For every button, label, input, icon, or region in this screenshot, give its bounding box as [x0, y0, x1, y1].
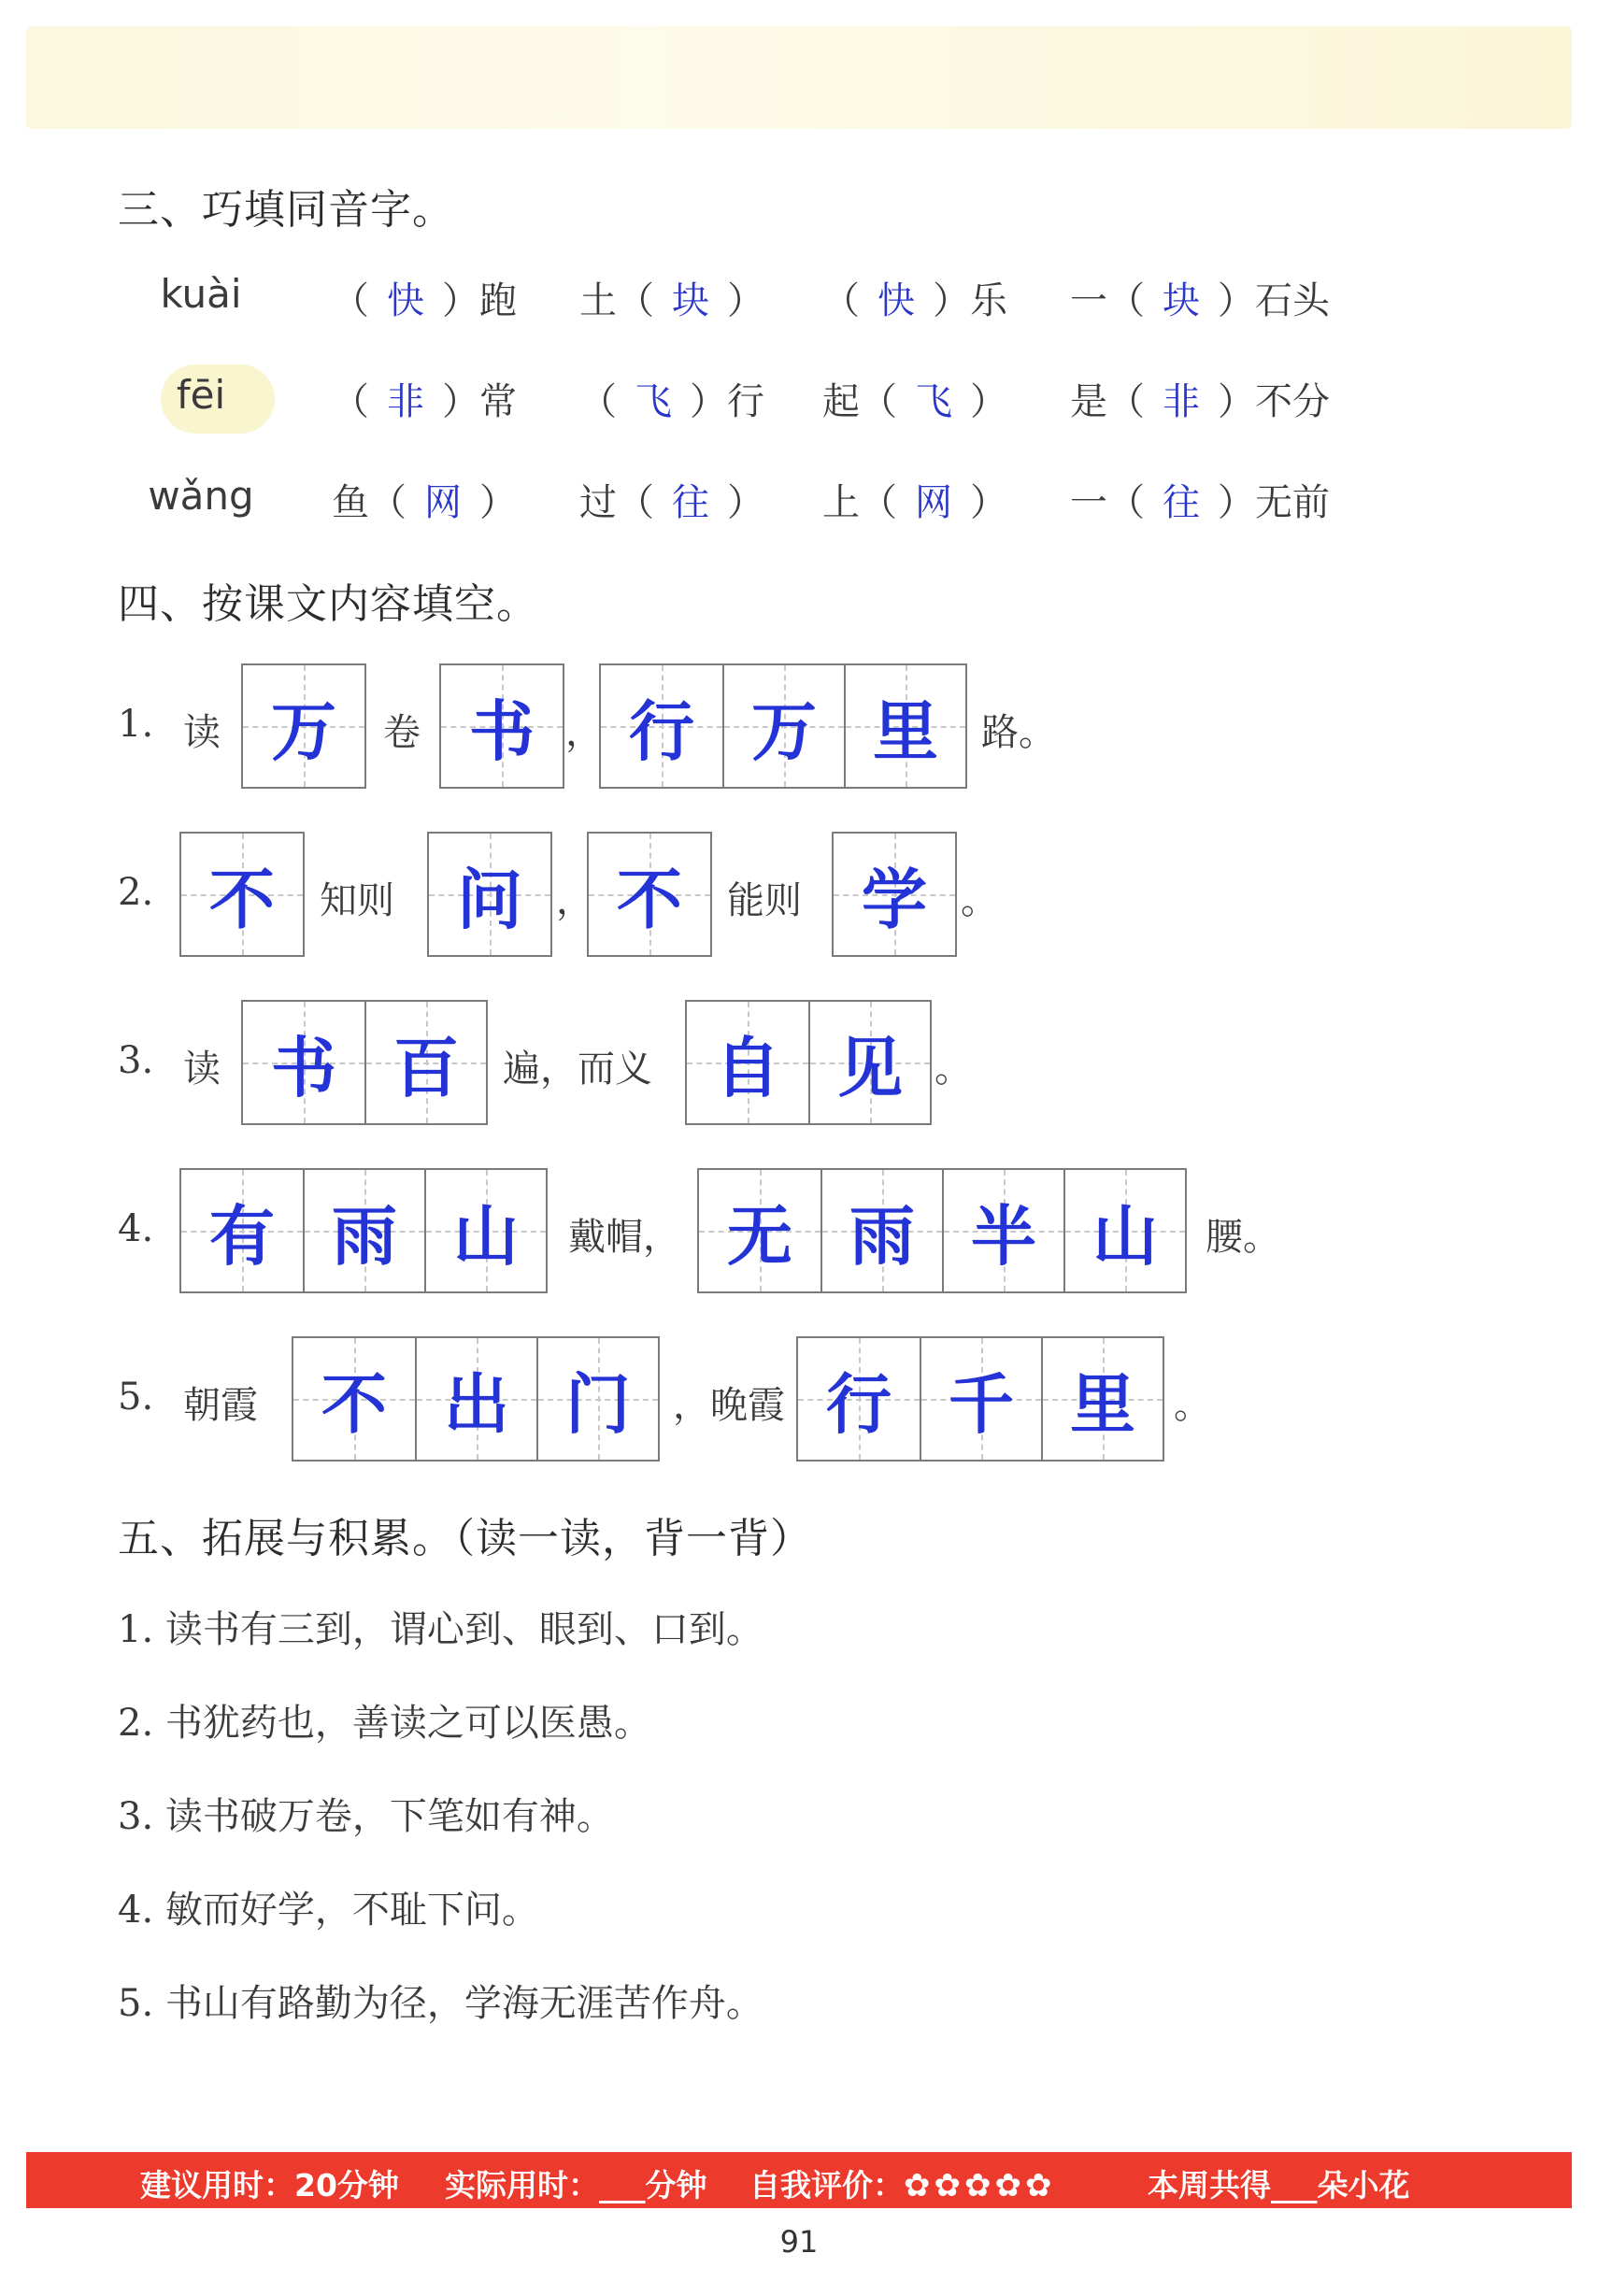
grid-cell: 里 — [1041, 1338, 1163, 1460]
fill-item: 起（ 飞 ） — [822, 372, 1007, 425]
grid-cell: 山 — [1063, 1170, 1185, 1291]
quote-line: 1. 读书有三到，谓心到、眼到、口到。 — [118, 1608, 763, 1651]
grid-cell: 自 — [687, 1002, 808, 1123]
line-text: 路。 — [981, 711, 1056, 754]
grid-cell: 不 — [293, 1338, 415, 1460]
flower-icon: ✿ — [1025, 2167, 1052, 2204]
grid-cell: 不 — [181, 834, 303, 955]
grid-cell: 雨 — [820, 1170, 942, 1291]
line-text: 腰。 — [1206, 1216, 1280, 1259]
grid-cell: 百 — [364, 1002, 486, 1123]
homophone-row-fei — [140, 372, 1402, 428]
answer: 网 — [915, 481, 952, 524]
char-grid — [599, 663, 967, 789]
footer-bar — [26, 2152, 1572, 2208]
homophone-row-wang — [140, 473, 1402, 529]
star-rating — [904, 2167, 1056, 2203]
self-evaluation — [749, 2161, 1056, 2205]
line-text: 。 — [935, 1048, 972, 1091]
line-text: 读 — [183, 711, 221, 754]
fill-item: （ 飞 ）行 — [579, 372, 764, 425]
grid-cell: 行 — [798, 1338, 920, 1460]
grid-cell: 无 — [699, 1170, 820, 1291]
fill-item: 鱼（ 网 ） — [332, 473, 517, 526]
answer: 块 — [1163, 279, 1200, 322]
grid-cell: 学 — [834, 834, 955, 955]
answer: 往 — [672, 481, 709, 524]
line-text: 能则 — [727, 879, 802, 922]
line-text: 朝霞 — [183, 1384, 258, 1427]
char-grid — [241, 663, 366, 789]
fill-item: （ 非 ）常 — [332, 372, 517, 425]
char-grid — [292, 1336, 660, 1462]
flower-icon: ✿ — [994, 2167, 1021, 2204]
answer: 飞 — [635, 380, 672, 423]
answer: 块 — [672, 279, 709, 322]
weekly-flowers: 本周共得___朵小花 — [1148, 2167, 1410, 2203]
fill-item: 土（ 块 ） — [579, 271, 764, 324]
char-grid — [179, 832, 305, 957]
line-number: 3. — [118, 1039, 154, 1082]
grid-cell: 有 — [181, 1170, 303, 1291]
answer: 非 — [1163, 380, 1200, 423]
char-grid — [439, 663, 564, 789]
line-number: 4. — [118, 1207, 154, 1250]
section5-title: 五、拓展与积累。（读一读，背一背） — [118, 1515, 812, 1562]
answer: 飞 — [915, 380, 952, 423]
char-grid — [427, 832, 552, 957]
grid-cell: 问 — [429, 834, 550, 955]
fill-item: 过（ 往 ） — [579, 473, 764, 526]
grid-cell: 山 — [424, 1170, 546, 1291]
line-text: 读 — [183, 1048, 221, 1091]
grid-cell: 里 — [844, 665, 965, 787]
grid-cell: 万 — [722, 665, 844, 787]
line-text: ， — [565, 711, 603, 754]
suggested-time: 建议用时：20分钟 — [140, 2167, 399, 2203]
grid-cell: 雨 — [303, 1170, 424, 1291]
fill-item: （ 快 ）跑 — [332, 271, 517, 324]
self-eval-label: 自我评价： — [749, 2167, 904, 2203]
answer: 往 — [1163, 481, 1200, 524]
line-number: 5. — [118, 1376, 154, 1419]
answer: 网 — [424, 481, 462, 524]
flower-icon: ✿ — [964, 2167, 992, 2204]
line-text: ，晚霞 — [673, 1384, 785, 1427]
grid-cell: 门 — [536, 1338, 658, 1460]
pinyin-label: fēi — [176, 372, 226, 418]
fill-item: 是（ 非 ）不分 — [1070, 372, 1330, 425]
top-banner — [26, 26, 1572, 129]
page-number: 91 — [779, 2224, 819, 2260]
quote-line: 3. 读书破万卷，下笔如有神。 — [118, 1795, 614, 1838]
line-text: 卷 — [383, 711, 421, 754]
actual-time: 实际用时：___分钟 — [445, 2167, 707, 2203]
fill-item: 一（ 块 ）石头 — [1070, 271, 1330, 324]
line-text: 知则 — [320, 879, 394, 922]
grid-cell: 出 — [415, 1338, 536, 1460]
line-text: 戴帽， — [568, 1216, 680, 1259]
answer: 快 — [387, 279, 424, 322]
char-grid — [832, 832, 957, 957]
section3-title: 三、巧填同音字。 — [118, 186, 454, 234]
pinyin-label: kuài — [160, 271, 242, 317]
grid-cell: 不 — [589, 834, 710, 955]
char-grid — [179, 1168, 548, 1293]
char-grid — [587, 832, 712, 957]
fill-item: （ 快 ）乐 — [822, 271, 1007, 324]
answer: 快 — [877, 279, 915, 322]
section4-title: 四、按课文内容填空。 — [118, 580, 538, 628]
flower-icon: ✿ — [904, 2167, 931, 2204]
grid-cell: 行 — [601, 665, 722, 787]
line-text: 遍，而义 — [503, 1048, 652, 1091]
grid-cell: 书 — [243, 1002, 364, 1123]
line-number: 2. — [118, 871, 154, 914]
line-text: ， — [556, 879, 593, 922]
char-grid — [697, 1168, 1187, 1293]
answer: 非 — [387, 380, 424, 423]
pinyin-label: wǎng — [148, 473, 254, 519]
grid-cell: 书 — [441, 665, 563, 787]
grid-cell: 千 — [920, 1338, 1041, 1460]
quote-line: 5. 书山有路勤为径，学海无涯苦作舟。 — [118, 1982, 763, 2025]
line-number: 1. — [118, 703, 154, 746]
char-grid — [241, 1000, 488, 1125]
char-grid — [685, 1000, 932, 1125]
grid-cell: 见 — [808, 1002, 930, 1123]
flower-icon: ✿ — [934, 2167, 961, 2204]
grid-cell: 半 — [942, 1170, 1063, 1291]
line-text: 。 — [961, 879, 998, 922]
quote-line: 4. 敏而好学，不耻下问。 — [118, 1889, 539, 1932]
quote-line: 2. 书犹药也，善读之可以医愚。 — [118, 1702, 651, 1745]
grid-cell: 万 — [243, 665, 364, 787]
fill-item: 上（ 网 ） — [822, 473, 1007, 526]
char-grid — [796, 1336, 1164, 1462]
line-text: 。 — [1174, 1384, 1211, 1427]
fill-item: 一（ 往 ）无前 — [1070, 473, 1330, 526]
homophone-row-kuai — [140, 271, 1402, 327]
